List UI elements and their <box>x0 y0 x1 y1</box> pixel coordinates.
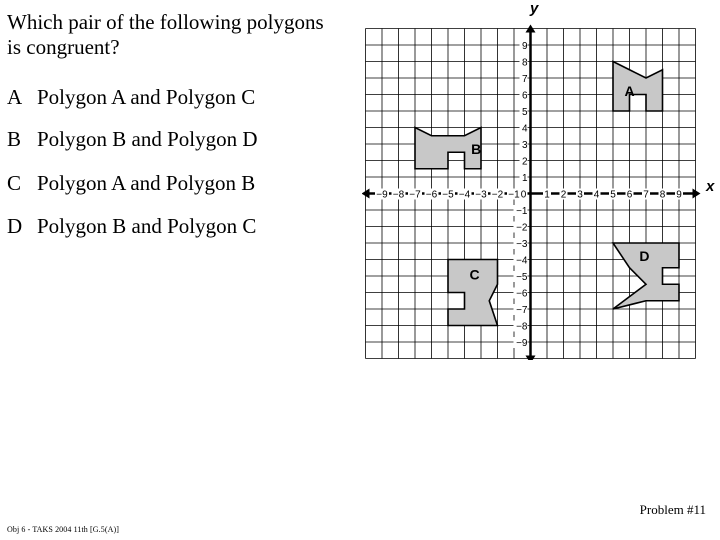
tick-label: 4 <box>593 189 600 201</box>
tick-label: −9 <box>516 338 528 349</box>
choice-letter: B <box>7 127 22 151</box>
question-text: Which pair of the following polygons is congruent? <box>7 10 324 59</box>
tick-label: 7 <box>643 189 649 201</box>
problem-number: Problem #11 <box>639 502 706 517</box>
tick-label: 6 <box>626 189 633 201</box>
polygon-c-label: C <box>469 266 480 283</box>
tick-label: 5 <box>521 107 528 118</box>
tick-label: 0 <box>520 189 527 201</box>
tick-label: 8 <box>659 189 666 201</box>
tick-label: 1 <box>544 189 550 201</box>
tick-label: −2 <box>491 189 504 201</box>
tick-label: 5 <box>610 189 616 201</box>
tick-label: −5 <box>442 189 454 201</box>
coordinate-grid <box>362 0 718 360</box>
choice-letter: D <box>7 214 23 238</box>
tick-label: 2 <box>560 189 567 201</box>
choice-text: Polygon A and Polygon B <box>37 171 256 195</box>
tick-label: −8 <box>516 321 528 333</box>
tick-label: −2 <box>516 222 528 234</box>
tick-label: −6 <box>425 189 438 201</box>
objective-reference: Obj 6 - TAKS 2004 11th [G.5(A)] <box>7 525 120 534</box>
tick-label: −4 <box>458 189 471 201</box>
answer-choice-a[interactable] <box>7 85 255 110</box>
answer-choice-b[interactable] <box>7 127 258 152</box>
answer-choice-d[interactable] <box>7 214 256 239</box>
choice-text: Polygon B and Polygon C <box>37 214 257 238</box>
tick-label: −3 <box>516 239 528 250</box>
tick-label: −1 <box>508 189 520 201</box>
choice-letter: A <box>7 85 23 109</box>
polygon-a-label: A <box>624 83 635 100</box>
tick-label: 4 <box>521 123 528 135</box>
x-axis-label: x <box>706 178 715 195</box>
polygon-d-label: D <box>639 248 650 265</box>
tick-label: 2 <box>521 156 528 168</box>
y-axis-arrow-down <box>526 356 536 361</box>
polygon-b-label: B <box>471 140 482 157</box>
y-axis-label: y <box>530 0 539 17</box>
tick-label: −7 <box>516 305 528 316</box>
tick-label: 9 <box>521 41 528 52</box>
tick-label: −6 <box>516 288 528 300</box>
tick-label: −4 <box>516 255 528 267</box>
tick-label: −7 <box>409 189 421 201</box>
tick-label: −8 <box>392 189 405 201</box>
tick-label: 9 <box>676 189 682 201</box>
tick-label: −1 <box>516 206 528 217</box>
tick-label: −5 <box>516 272 528 283</box>
tick-label: −9 <box>376 189 388 201</box>
tick-label: 3 <box>521 140 528 151</box>
choice-text: Polygon B and Polygon D <box>37 127 258 151</box>
coordinate-grid-figure <box>362 0 718 365</box>
choice-letter: C <box>7 171 22 195</box>
tick-label: 8 <box>521 57 528 69</box>
tick-label: 7 <box>521 74 528 85</box>
polygon-a <box>613 62 663 112</box>
tick-label: 6 <box>521 90 528 102</box>
choice-text: Polygon A and Polygon C <box>37 85 256 109</box>
tick-label: 3 <box>577 189 583 201</box>
x-axis-arrow-right <box>693 189 701 199</box>
answer-choice-c[interactable] <box>7 171 255 196</box>
tick-label: −3 <box>475 189 487 201</box>
tick-label: 1 <box>521 173 528 184</box>
